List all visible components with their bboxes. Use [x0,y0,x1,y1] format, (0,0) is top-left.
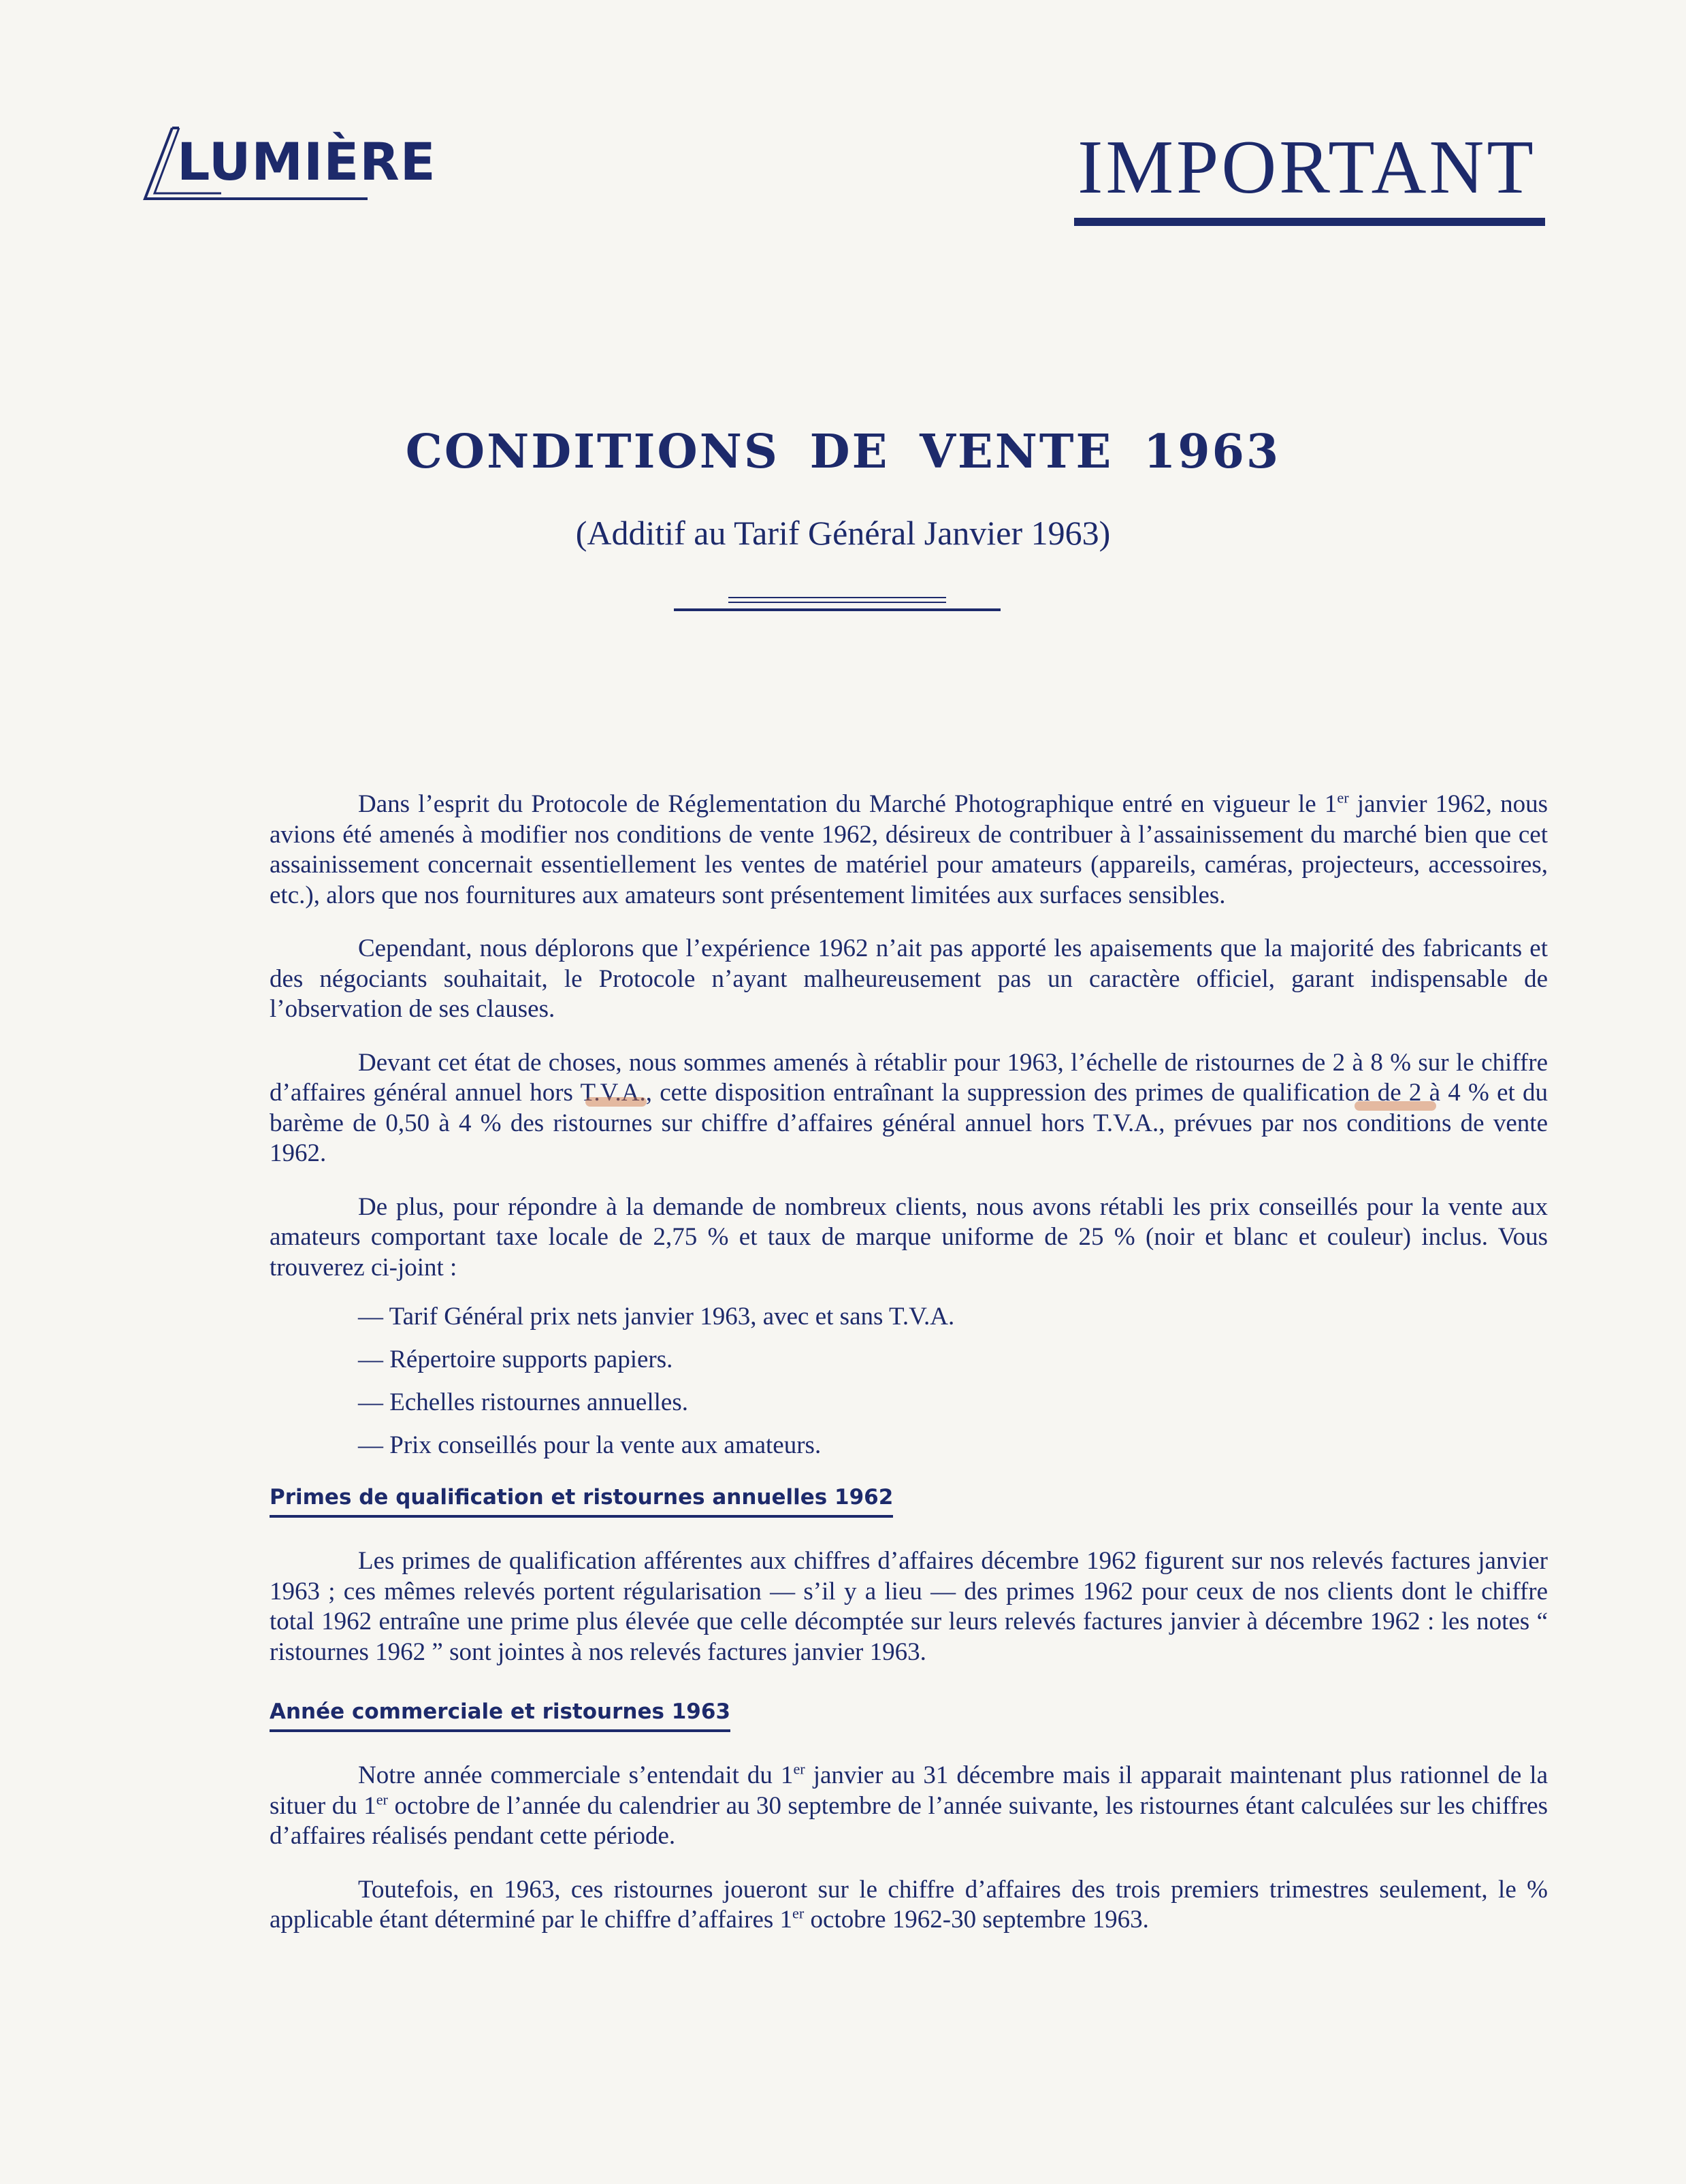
text-run: janvier 1962, nous avions été amenés à modifier nos conditions de vente 1962, désireux de contribuer à l’assainissement du marché bien que cet assainissement concernait essentiellement les ventes de matériel pour amateurs (appareils, caméras, projecteurs, accessoires, etc.), alors que nos fournitures aux amateurs sont présentement limitées aux surfaces sensibles. [270,790,1548,909]
text-run: Toutefois, en 1963, ces ristournes joueront sur le chiffre d’affaires des trois premiers trimestres seulement, le % applicable étant déterminé par le chiffre d’affaires 1 [270,1875,1548,1934]
superscript: er [376,1791,388,1808]
document-title: CONDITIONS DE VENTE 1963 [405,425,1281,479]
lumiere-logo [140,123,453,208]
logo-text: LUMIÈRE [177,131,436,192]
section-heading-primes: Primes de qualification et ristournes annuelles 1962 [270,1484,893,1518]
stain-mark [1355,1101,1436,1111]
paragraph-toutefois [270,1875,1548,1936]
section-heading-annee: Année commerciale et ristournes 1963 [270,1698,730,1732]
title-ornament [674,595,1001,615]
important-heading: IMPORTANT [1077,125,1536,210]
document-subtitle: (Additif au Tarif Général Janvier 1963) [575,514,1111,552]
list-item: — Echelles ristournes annuelles. [358,1388,688,1416]
list-item: — Répertoire supports papiers. [358,1346,673,1373]
superscript: er [1337,789,1349,806]
paragraph-annee [270,1761,1548,1852]
list-item: — Prix conseillés pour la vente aux amateurs. [358,1431,822,1459]
paragraph-prix-conseilles: De plus, pour répondre à la demande de nombreux clients, nous avons rétabli les prix conseillés pour la vente aux amateurs comportant taxe locale de 2,75 % et taux de marque uniforme de 25 % (noir et blanc et couleur) inclus. Vous trouverez ci-joint : [270,1192,1548,1282]
superscript: er [793,1760,805,1778]
text-run: octobre 1962-30 septembre 1963. [804,1906,1149,1934]
text-run: Dans l’esprit du Protocole de Réglementation du Marché Photographique entré en vigueur le 1 [358,790,1338,818]
paragraph-experience: Cependant, nous déplorons que l’expérience 1962 n’ait pas apporté les apaisements que la majorité des fabricants et des négociants souhaitait, le Protocole n’ayant malheureusement pas un caractère officiel, garant indispensable de l’observation de ses clauses. [270,934,1548,1023]
text-run: janvier au 31 décembre mais il apparait maintenant plus rationnel de la situer du 1 [270,1761,1548,1820]
paragraph-protocol [270,789,1548,911]
superscript: er [792,1904,805,1922]
paragraph-ristournes: Devant cet état de choses, nous sommes amenés à rétablir pour 1963, l’échelle de ristournes de 2 à 8 % sur le chiffre d’affaires général annuel hors T.V.A., cette disposition entraînant la suppression des primes de qualification de 2 à 4 % et du barème de 0,50 à 4 % des ristournes sur chiffre d’affaires général annuel hors T.V.A., prévues par nos conditions de vente 1962. [270,1048,1548,1167]
paragraph-primes: Les primes de qualification afférentes aux chiffres d’affaires décembre 1962 figurent sur nos relevés factures janvier 1963 ; ces mêmes relevés portent régularisation — s’il y a lieu — des primes 1962 pour ceux de nos clients dont le chiffre total 1962 entraîne une prime plus élevée que celle décomptée sur leurs relevés factures janvier à décembre 1962 : les notes “ ristournes 1962 ” sont jointes à nos relevés factures janvier 1963. [270,1547,1548,1666]
stain-mark [585,1097,647,1107]
important-underline [1074,218,1545,226]
enclosure-list [270,1295,1548,1467]
document-body [270,789,1548,1936]
list-item: — Tarif Général prix nets janvier 1963, avec et sans T.V.A. [358,1303,955,1331]
text-run: octobre de l’année du calendrier au 30 septembre de l’année suivante, les ristournes étant calculées sur les chiffres d’affaires réalisés pendant cette période. [270,1791,1548,1850]
text-run: Notre année commerciale s’entendait du 1 [358,1761,794,1789]
